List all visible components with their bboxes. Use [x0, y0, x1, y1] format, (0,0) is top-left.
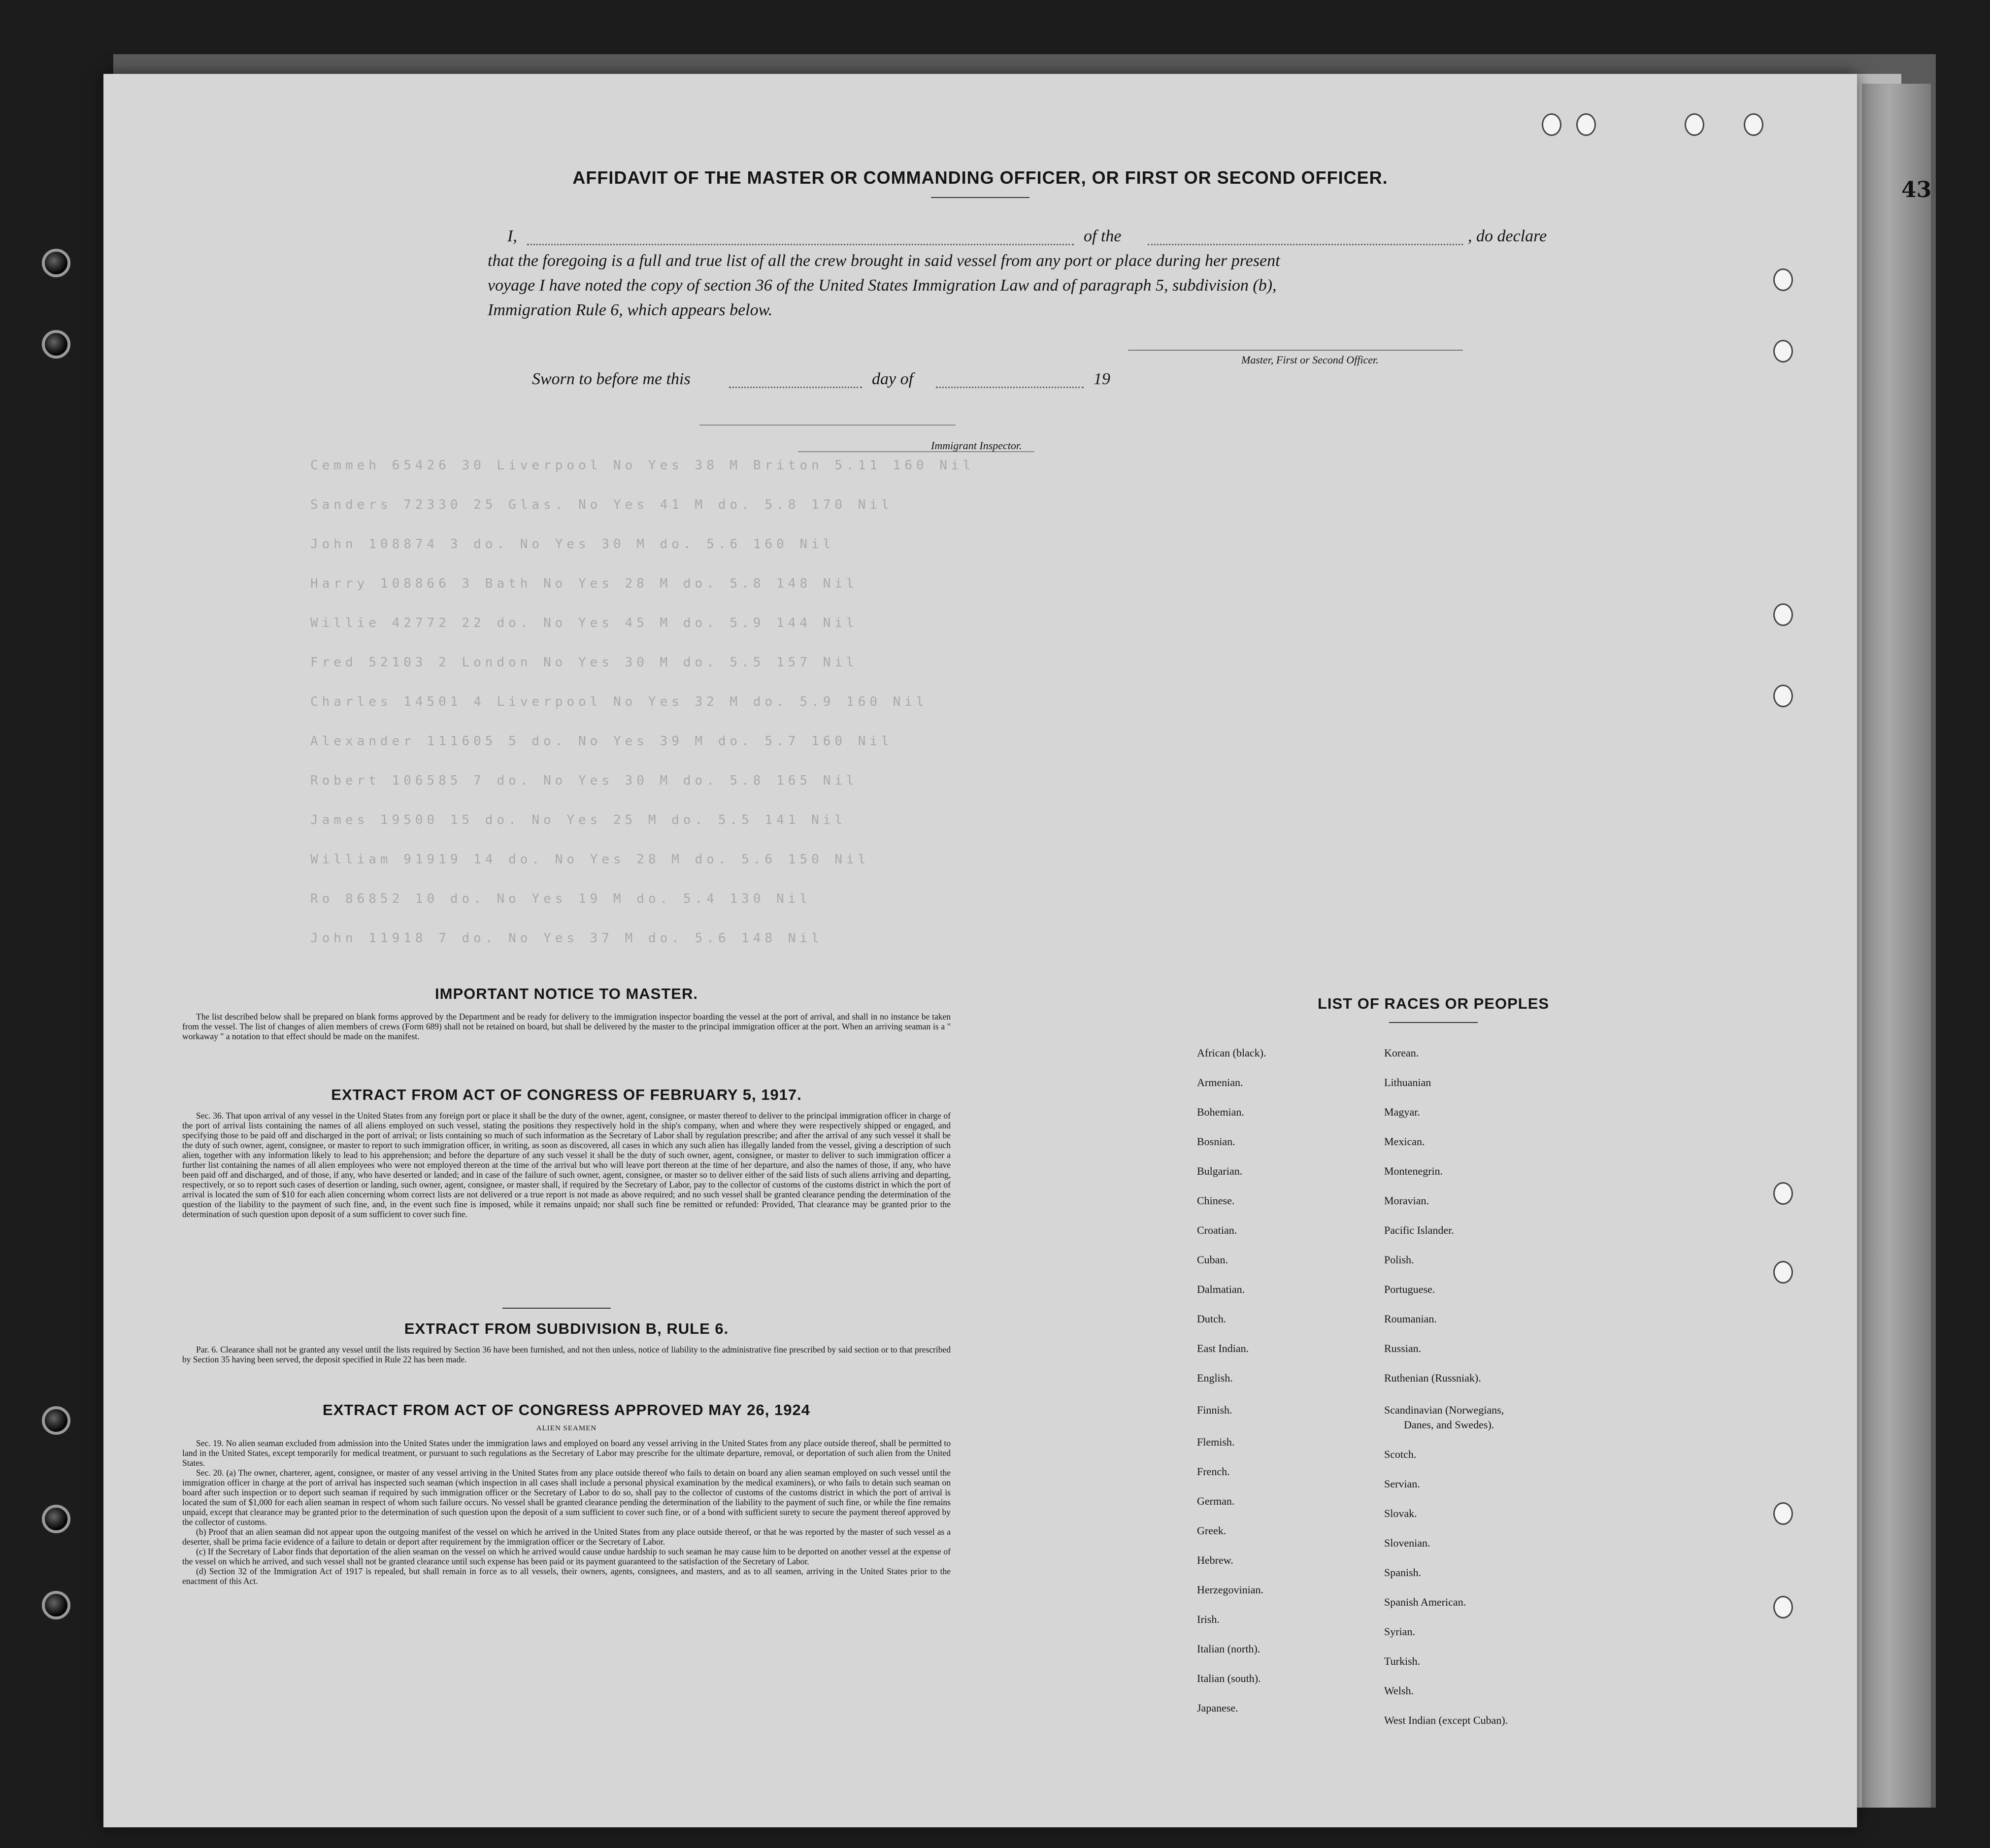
punch-hole-icon	[1773, 268, 1793, 291]
race-right: Pacific Islander.	[1384, 1224, 1454, 1236]
affidavit-of-the: of the	[1084, 227, 1122, 245]
affidavit-declare: , do declare	[1468, 227, 1547, 245]
race-left: Dutch.	[1197, 1313, 1227, 1325]
race-left: East Indian.	[1197, 1342, 1249, 1354]
day-of: day of	[872, 370, 914, 388]
race-left: Bohemian.	[1197, 1106, 1244, 1118]
notice-text: The list described below shall be prepared on blank forms approved by the Department and be ready for delivery to the immigration inspector boarding the vessel at the port of arrival, and shall in no instance be taken from the vessel. The list of changes of alien members of crews (Form 689) shall not be retained on board, but shall be delivered by the master to the principal immigration officer at the port. When an arriving seaman is a " workaway " a notation to that effect should be made on the manifest.	[182, 1012, 951, 1041]
vessel-blank	[1148, 244, 1463, 245]
subdivision-b-title: EXTRACT FROM SUBDIVISION B, RULE 6.	[404, 1320, 729, 1337]
race-left: African (black).	[1197, 1047, 1266, 1059]
affidavit-page: Cemmeh 65426 30 Liverpool No Yes 38 M Briton 5.11 160 Nil Sanders 72330 25 Glas. No Yes 41 M do. 5.8 170 Nil John 108874 3 do. No Yes 30 M do. 5.6 160 Nil Harry 108866 3 Bath No Yes 28 M do. 5.8 148 Nil Willie 42772 22 do. No Yes 45 M do. 5.9 144 Nil Fred 52103 2 London No Yes 30 M do. 5.5 157 Nil Charles 14501 4 Liverpool No Yes 32 M do. 5.9 160 Nil Alexander 111605 5 do. No Yes 39 M do. 5.7 160 Nil Robert 106585 7 do. No Yes 30 M do. 5.8 165 Nil James 19500 15 do. No Yes 25 M do. 5.5 141 Nil William 91919 14 do. No Yes 28 M do. 5.6 150 Nil Ro 86852 10 do. No Yes 19 M do. 5.4 130 Nil John 11918 7 do. No Yes 37 M do. 5.6 148 Nil AFFIDAVIT OF THE MASTER OR COMMANDING OFFICER, OR FIRST OR SECOND OFFICER. I, of the , do declare that the foregoing is a full and true list of all the crew brought in said vessel from any port or place during her present voyage I have noted the copy of section 36 of the United States Immigration Law and of paragraph 5, subdivision (b), Immigration Rule 6, which appears below. Master, First or Second Officer. Sworn to before me this day of 19 Immigrant Inspector. IMPORTANT NOTICE TO MASTER. The list described below shall be prepared on blank forms approved by the Department and be ready for delivery to the immigration inspector boarding the vessel at the port of arrival, and shall in no instance be taken from the vessel. The list of changes of alien members of crews (Form 689) shall not be retained on board, but shall be delivered by the master to the principal immigration officer at the port. When an arriving seaman is a " workaway " a notation to that effect should be made on the manifest. EXTRACT FROM ACT OF CONGRESS OF FEBRUARY 5, 1917. Sec. 36. That upon arrival of any vessel in the United States from any foreign port or place it shall be the duty of the owner, agent, consignee, or master thereof to deliver to the principal immigration officer in charge of the port of arrival lists containing the names of all aliens employed on such vessel, stating the positions they respectively hold in the ship's company, when and where they were respectively shipped or engaged, and specifying those to be paid off and discharged in the port of arrival; or lists containing so much of such information as the Secretary of Labor shall by regulation prescribe; and after the arrival of any such vessel it shall be the duty of such owner, agent, consignee, or master to report to such immigration officer, in writing, as soon as discovered, all cases in which any such alien has illegally landed from the vessel, giving a description of such alien, together with any information likely to lead to his apprehension; and before the departure of any such vessel it shall be the duty of such owner, agent, consignee, or master to deliver to such immigration officer a further list containing the names of all alien employees who were not employed thereon at the time of the arrival but who will leave port thereon at the time of her departure, and also the names of those, if any, who have been paid off and discharged, and of those, if any, who have deserted or landed; and in case of the failure of such owner, agent, consignee, or master so to deliver either of the said lists of such aliens arriving and departing, respectively, or so to report such cases of desertion or landing, such owner, agent, consignee, or master shall, if required by the Secretary of Labor, pay to the collector of customs of the customs district in which the port of arrival is located the sum of $10 for each alien concerning whom correct lists are not delivered or a true report is not made as above required; and no such vessel shall be granted clearance pending the determination of the question of the liability to the payment of such fine, and, in the event such fine is imposed, while it remains unpaid; nor shall such fine be remitted or refunded: Provided, That clearance may be granted prior to the determination of such question upon deposit of a sum sufficient to cover such fine. EXTRACT FROM SUBDIVISION B, RULE 6. Par. 6. Clearance shall not be granted any vessel until the lists required by Section 36 have been furnished, and not then unless, notice of liability to the administrative fine prescribed by said section or to that prescribed by Section 35 having been served, the deposit specified in Rule 22 has been made. EXTRACT FROM ACT OF CONGRESS APPROVED MAY 26, 1924 ALIEN SEAMEN Sec. 19. No alien seaman excluded from admission into the United States under the immigration laws and employed on board any vessel arriving in the United States from any place outside thereof, shall be permitted to land in the United States, except temporarily for medical treatment, or pursuant to such regulations as the Secretary of Labor may prescribe for the ultimate departure, removal, or deportation of such alien from the United States. Sec. 20. (a) The owner, charterer, agent, consignee, or master of any vessel arriving in the United States from any place outside thereof who fails to detain on board any alien seaman employed on such vessel until the immigration officer in charge at the port of arrival has inspected such seaman (which inspection in all cases shall include a personal physical examination by the medical examiners), or who fails to detain such seaman on board after such inspection or to deport such seaman if required by such immigration officer or the Secretary of Labor to do so, shall pay to the collector of customs of the customs district in which the port of arrival is located the sum of $1,000 for each alien seaman in respect of whom such failure occurs. No vessel shall be granted clearance pending the determination of the liability to the payment of such fine, or while the fine remains unpaid, except that clearance may be granted prior to the determination of such question upon the deposit of a sum sufficient to cover such fine, or of a bond with sufficient surety to secure the payment thereof approved by the collector of customs. (b) Proof that an alien seaman did not appear upon the outgoing manifest of the vessel on which he arrived in the United States from any place outside thereof, or that he was reported by the master of such vessel as a deserter, shall be prima facie evidence of a failure to detain or deport after requirement by the immigration officer or the Secretary of Labor. (c) If the Secretary of Labor finds that deportation of the alien seaman on the vessel on which he arrived would cause undue hardship to such seaman he may cause him to be deported on another vessel at the expense of the vessel on which he arrived, and such vessel shall not be granted clearance until such expense has been paid or its payment guaranteed to the satisfaction of the Secretary of Labor. (d) Section 32 of the Immigration Act of 1917 is repealed, but shall remain in force as to all vessels, their owners, agents, consignees, and masters, and as to all seamen, arriving in the United States prior to the enactment of this Act. LIST OF RACES OR PEOPLES African (black). Armenian. Bohemian. Bosnian. Bulgarian. Chinese. Croatian. Cuban. Dalmatian. Dutch. East Indian. English. Finnish. Flemish. French. German. Greek. Hebrew. Herzegovinian. Irish. Italian (north). Italian (south). Japanese. Korean. Lithuanian Magyar. Mexican. Montenegrin. Moravian. Pacific Islander. Polish. Portuguese. Roumanian. Russian. Ruthenian (Russniak). Scandinavian (Norwegians, Danes, and Swedes). Scotch. Servian. Slovak. Slovenian. Spanish. Spanish American. Syrian. Turkish. Welsh. West Indian (except Cuban).	[103, 74, 1857, 1827]
race-right: Roumanian.	[1384, 1313, 1437, 1325]
race-left: Japanese.	[1197, 1702, 1238, 1714]
inspector-line-1	[699, 425, 956, 426]
affidavit-title: AFFIDAVIT OF THE MASTER OR COMMANDING OFFICER, OR FIRST OR SECOND OFFICER.	[572, 167, 1388, 188]
race-right: West Indian (except Cuban).	[1384, 1714, 1508, 1726]
race-right: Turkish.	[1384, 1655, 1421, 1667]
race-right: Slovenian.	[1384, 1537, 1430, 1549]
punch-hole-icon	[1685, 113, 1704, 136]
punch-hole-icon	[1542, 113, 1561, 136]
punch-hole-icon	[1744, 113, 1763, 136]
name-blank	[527, 244, 1074, 245]
extract-1924-sec-20a: Sec. 20. (a) The owner, charterer, agent, consignee, or master of any vessel arriving in the United States from any place outside thereof who fails to detain on board any alien seaman employed on such vessel until the immigration officer in charge at the port of arrival has inspected such seaman (which inspection in all cases shall include a personal physical examination by the medical examiners), or who fails to detain such seaman on board after such inspection or to deport such seaman if required by such immigration officer or the Secretary of Labor to do so, shall pay to the collector of customs of the customs district in which the port of arrival is located the sum of $1,000 for each alien seaman in respect of whom such failure occurs. No vessel shall be granted clearance pending the determination of the liability to the payment of such fine, or while the fine remains unpaid, except that clearance may be granted prior to the determination of such question upon the deposit of a sum sufficient to cover such fine, or of a bond with sufficient surety to secure the payment thereof approved by the collector of customs.	[182, 1468, 951, 1527]
race-right: Welsh.	[1384, 1684, 1414, 1697]
extract-1924-sec-20c: (c) If the Secretary of Labor finds that deportation of the alien seaman on the vessel on which he arrived would cause undue hardship to such seaman he may cause him to be deported on another vessel at the expense of the vessel on which he arrived, and such vessel shall not be granted clearance until such expense has been paid or its payment guaranteed to the satisfaction of the Secretary of Labor.	[182, 1547, 951, 1566]
race-left: Armenian.	[1197, 1076, 1243, 1089]
race-left: Italian (south).	[1197, 1672, 1261, 1684]
races-title: LIST OF RACES OR PEOPLES	[1317, 995, 1550, 1012]
race-right: Scotch.	[1384, 1448, 1417, 1460]
race-left: Finnish.	[1197, 1404, 1232, 1416]
subdivision-b-text: Par. 6. Clearance shall not be granted any vessel until the lists required by Section 36 have been furnished, and not then unless, notice of liability to the administrative fine prescribed by said section or to that prescribed by Section 35 having been served, the deposit specified in Rule 22 has been made.	[182, 1345, 951, 1364]
master-signature-label: Master, First or Second Officer.	[1241, 354, 1379, 366]
binding-hole-icon	[42, 1591, 70, 1619]
race-left: Chinese.	[1197, 1194, 1235, 1207]
punch-hole-icon	[1773, 340, 1793, 363]
race-left: Hebrew.	[1197, 1554, 1233, 1566]
extract-1924-sec-19: Sec. 19. No alien seaman excluded from admission into the United States under the immigration laws and employed on board any vessel arriving in the United States from any place outside thereof, shall be permitted to land in the United States, except temporarily for medical treatment, or pursuant to such regulations as the Secretary of Labor may prescribe for the ultimate departure, removal, or deportation of such alien from the United States.	[182, 1438, 951, 1468]
race-left: English.	[1197, 1372, 1233, 1384]
race-right: Portuguese.	[1384, 1283, 1435, 1295]
race-right: Syrian.	[1384, 1625, 1415, 1638]
binding-hole-icon	[42, 1505, 70, 1533]
race-right: Magyar.	[1384, 1106, 1420, 1118]
race-right: Mexican.	[1384, 1135, 1425, 1148]
race-right: Spanish.	[1384, 1566, 1422, 1579]
race-right: Moravian.	[1384, 1194, 1429, 1207]
race-right: Spanish American.	[1384, 1596, 1466, 1608]
race-right: Lithuanian	[1384, 1076, 1431, 1089]
extract-1924-subtitle: ALIEN SEAMEN	[536, 1424, 597, 1432]
inspector-label: Immigrant Inspector.	[931, 439, 1022, 452]
sworn-text: Sworn to before me this	[532, 370, 691, 388]
punch-hole-icon	[1773, 1182, 1793, 1205]
affidavit-line-3: voyage I have noted the copy of section 36 of the United States Immigration Law and of paragraph 5, subdivision (b),	[488, 276, 1277, 295]
extract-1917-title: EXTRACT FROM ACT OF CONGRESS OF FEBRUARY 5, 1917.	[331, 1086, 802, 1103]
race-right: Scandinavian (Norwegians,	[1384, 1404, 1504, 1416]
extract-1924-title: EXTRACT FROM ACT OF CONGRESS APPROVED MAY 26, 1924	[323, 1401, 810, 1419]
punch-hole-icon	[1773, 685, 1793, 707]
punch-hole-icon	[1576, 113, 1596, 136]
punch-hole-icon	[1773, 1261, 1793, 1284]
extract-1917-text: Sec. 36. That upon arrival of any vessel in the United States from any foreign port or place it shall be the duty of the owner, agent, consignee, or master thereof to deliver to the principal immigration officer in charge of the port of arrival lists containing the names of all aliens employed on such vessel, stating the positions they respectively hold in the ship's company, when and where they were respectively shipped or engaged, and specifying those to be paid off and discharged in the port of arrival; or lists containing so much of such information as the Secretary of Labor shall by regulation prescribe; and after the arrival of any such vessel it shall be the duty of such owner, agent, consignee, or master to report to such immigration officer, in writing, as soon as discovered, all cases in which any such alien has illegally landed from the vessel, giving a description of such alien, together with any information likely to lead to his apprehension; and before the departure of any such vessel it shall be the duty of such owner, agent, consignee, or master to deliver to such immigration officer a further list containing the names of all alien employees who were not employed thereon at the time of the arrival but who will leave port thereon at the time of her departure, and also the names of those, if any, who have been paid off and discharged, and of those, if any, who have deserted or landed; and in case of the failure of such owner, agent, consignee, or master so to deliver either of the said lists of such aliens arriving and departing, respectively, or so to report such cases of desertion or landing, such owner, agent, consignee, or master shall, if required by the Secretary of Labor, pay to the collector of customs of the customs district in which the port of arrival is located the sum of $10 for each alien concerning whom correct lists are not delivered or a true report is not made as above required; and no such vessel shall be granted clearance pending the determination of the question of the liability to the payment of such fine, and, in the event such fine is imposed, while it remains unpaid; nor shall such fine be remitted or refunded: Provided, That clearance may be granted prior to the determination of such question upon deposit of a sum sufficient to cover such fine.	[182, 1111, 951, 1219]
race-left: Greek.	[1197, 1524, 1227, 1537]
race-left: Bosnian.	[1197, 1135, 1235, 1148]
month-blank	[936, 387, 1084, 388]
affidavit-i: I,	[507, 227, 517, 245]
race-right: Russian.	[1384, 1342, 1422, 1354]
race-left: Flemish.	[1197, 1436, 1235, 1448]
race-right: Danes, and Swedes).	[1404, 1419, 1494, 1431]
extract-1924-sec-20b: (b) Proof that an alien seaman did not appear upon the outgoing manifest of the vessel on which he arrived in the United States from any place outside thereof, or that he was reported by the master of such vessel as a deserter, shall be prima facie evidence of a failure to detain or deport after requirement by the immigration officer or the Secretary of Labor.	[182, 1527, 951, 1547]
race-left: Croatian.	[1197, 1224, 1237, 1236]
punch-hole-icon	[1773, 1596, 1793, 1618]
race-left: Italian (north).	[1197, 1643, 1260, 1655]
master-signature-line	[1128, 350, 1463, 351]
punch-hole-icon	[1773, 603, 1793, 626]
page-number: 43	[1901, 177, 1932, 202]
binding-hole-icon	[42, 330, 70, 359]
section-divider	[502, 1308, 611, 1309]
year-prefix: 19	[1094, 370, 1110, 388]
extract-1924-text	[182, 1438, 951, 1586]
race-right: Korean.	[1384, 1047, 1419, 1059]
affidavit-line-4: Immigration Rule 6, which appears below.	[488, 301, 773, 319]
race-right: Slovak.	[1384, 1507, 1417, 1519]
binding-hole-icon	[42, 1406, 70, 1435]
race-right: Polish.	[1384, 1254, 1414, 1266]
race-left: French.	[1197, 1465, 1230, 1478]
affidavit-line-2: that the foregoing is a full and true list of all the crew brought in said vessel from any port or place during her present	[488, 252, 1280, 270]
race-right: Ruthenian (Russniak).	[1384, 1372, 1481, 1384]
punch-hole-icon	[1773, 1502, 1793, 1525]
extract-1924-sec-20d: (d) Section 32 of the Immigration Act of 1917 is repealed, but shall remain in force as to all vessels, their owners, agents, consignees, and masters, and as to all seamen, arriving in the United States prior to the enactment of this Act.	[182, 1566, 951, 1586]
notice-title: IMPORTANT NOTICE TO MASTER.	[435, 985, 698, 1002]
day-blank	[729, 387, 862, 388]
races-title-underline	[1389, 1022, 1478, 1023]
race-left: Cuban.	[1197, 1254, 1228, 1266]
race-right: Montenegrin.	[1384, 1165, 1443, 1177]
race-left: Herzegovinian.	[1197, 1584, 1263, 1596]
binding-hole-icon	[42, 249, 70, 277]
race-left: Irish.	[1197, 1613, 1220, 1625]
race-right: Servian.	[1384, 1478, 1420, 1490]
page-edge-strip	[1862, 84, 1931, 1808]
race-left: German.	[1197, 1495, 1235, 1507]
title-underline	[931, 197, 1029, 198]
race-left: Bulgarian.	[1197, 1165, 1243, 1177]
race-left: Dalmatian.	[1197, 1283, 1245, 1295]
